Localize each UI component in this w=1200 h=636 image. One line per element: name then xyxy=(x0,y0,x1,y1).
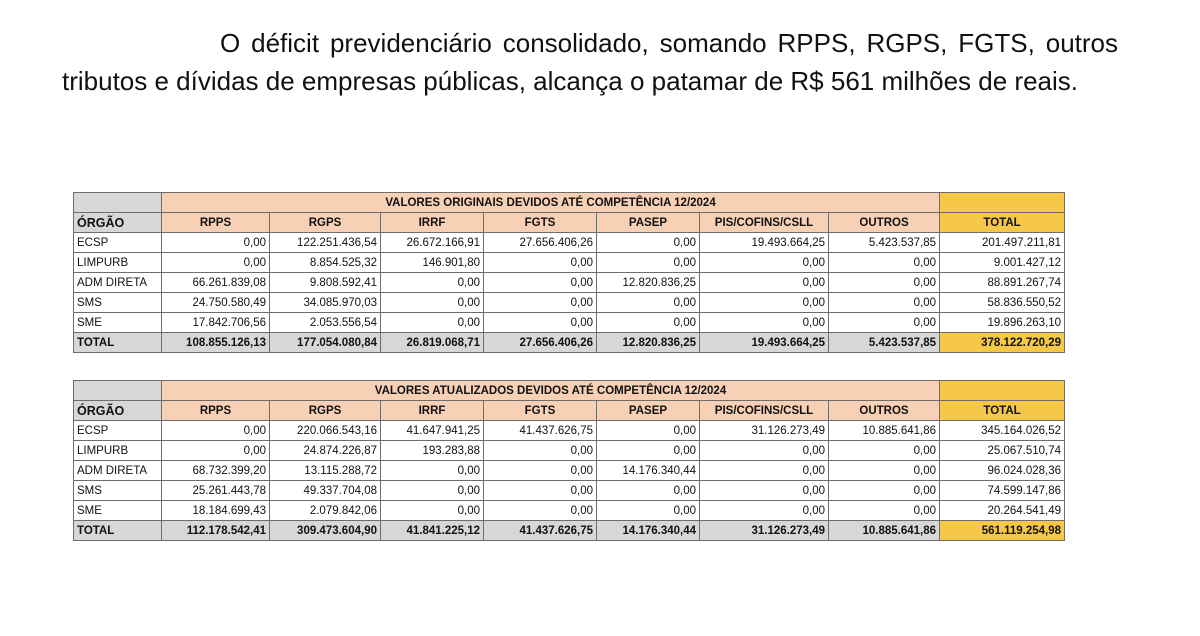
table-cell: 5.423.537,85 xyxy=(829,233,940,253)
table-cell: 0,00 xyxy=(381,313,484,333)
table-cell: 0,00 xyxy=(484,481,597,501)
table-cell: 0,00 xyxy=(162,253,270,273)
table-cell: 24.874.226,87 xyxy=(270,441,381,461)
blank-cell xyxy=(940,193,1065,213)
column-header: FGTS xyxy=(484,401,597,421)
table-cell: 25.067.510,74 xyxy=(940,441,1065,461)
table-row xyxy=(74,421,1065,441)
table-cell: 49.337.704,08 xyxy=(270,481,381,501)
table-cell: 0,00 xyxy=(381,293,484,313)
table-cell: 0,00 xyxy=(484,501,597,521)
row-label: SME xyxy=(74,313,162,333)
row-label: ECSP xyxy=(74,233,162,253)
table-cell: 68.732.399,20 xyxy=(162,461,270,481)
row-label: SME xyxy=(74,501,162,521)
table-cell: 0,00 xyxy=(484,293,597,313)
total-cell: 10.885.641,86 xyxy=(829,521,940,541)
table-cell: 24.750.580,49 xyxy=(162,293,270,313)
table-cell: 0,00 xyxy=(484,461,597,481)
table-row xyxy=(74,253,1065,273)
table-cell: 122.251.436,54 xyxy=(270,233,381,253)
table-row xyxy=(74,481,1065,501)
table-cell: 9.001.427,12 xyxy=(940,253,1065,273)
total-cell: 309.473.604,90 xyxy=(270,521,381,541)
total-cell: 26.819.068,71 xyxy=(381,333,484,353)
table-cell: 0,00 xyxy=(829,273,940,293)
total-cell: 14.176.340,44 xyxy=(597,521,700,541)
table-cell: 0,00 xyxy=(700,313,829,333)
table-cell: 0,00 xyxy=(829,481,940,501)
total-label: TOTAL xyxy=(74,333,162,353)
table-cell: 66.261.839,08 xyxy=(162,273,270,293)
table-cell: 58.836.550,52 xyxy=(940,293,1065,313)
column-header: RPPS xyxy=(162,401,270,421)
column-header: PASEP xyxy=(597,401,700,421)
table-row xyxy=(74,501,1065,521)
table-cell: 0,00 xyxy=(829,293,940,313)
table-title-row xyxy=(74,381,1065,401)
table-cell: 0,00 xyxy=(484,253,597,273)
row-label: SMS xyxy=(74,293,162,313)
table-cell: 0,00 xyxy=(829,253,940,273)
total-cell: 12.820.836,25 xyxy=(597,333,700,353)
column-header: FGTS xyxy=(484,213,597,233)
table-cell: 0,00 xyxy=(700,441,829,461)
table-cell: 0,00 xyxy=(484,441,597,461)
column-header: IRRF xyxy=(381,213,484,233)
blank-cell xyxy=(74,193,162,213)
table-cell: 0,00 xyxy=(484,313,597,333)
paragraph-text: O déficit previdenciário consolidado, somando RPPS, RGPS, FGTS, outros tributos e dívidas de empresas públicas, alcança o patamar de R$ 561 milhões de reais. xyxy=(62,28,1118,96)
table-cell: 220.066.543,16 xyxy=(270,421,381,441)
table-cell: 0,00 xyxy=(700,273,829,293)
table-cell: 0,00 xyxy=(597,441,700,461)
table-cell: 0,00 xyxy=(381,501,484,521)
table-cell: 10.885.641,86 xyxy=(829,421,940,441)
column-header: RGPS xyxy=(270,213,381,233)
table-row xyxy=(74,233,1065,253)
table-cell: 193.283,88 xyxy=(381,441,484,461)
column-header: ÓRGÃO xyxy=(74,401,162,421)
table-row xyxy=(74,273,1065,293)
row-label: SMS xyxy=(74,481,162,501)
column-header: ÓRGÃO xyxy=(74,213,162,233)
total-cell: 108.855.126,13 xyxy=(162,333,270,353)
table-row xyxy=(74,313,1065,333)
table-header-row xyxy=(74,213,1065,233)
table-cell: 345.164.026,52 xyxy=(940,421,1065,441)
total-label: TOTAL xyxy=(74,521,162,541)
table-cell: 27.656.406,26 xyxy=(484,233,597,253)
table-cell: 96.024.028,36 xyxy=(940,461,1065,481)
table-cell: 20.264.541,49 xyxy=(940,501,1065,521)
row-label: ADM DIRETA xyxy=(74,273,162,293)
table-cell: 18.184.699,43 xyxy=(162,501,270,521)
total-cell: 27.656.406,26 xyxy=(484,333,597,353)
updated-values-table xyxy=(73,380,1065,541)
summary-paragraph xyxy=(62,24,1118,100)
table-row xyxy=(74,461,1065,481)
table-header-row xyxy=(74,401,1065,421)
blank-cell xyxy=(74,381,162,401)
table-cell: 2.053.556,54 xyxy=(270,313,381,333)
total-cell: 112.178.542,41 xyxy=(162,521,270,541)
total-row xyxy=(74,521,1065,541)
column-header: OUTROS xyxy=(829,213,940,233)
row-label: ADM DIRETA xyxy=(74,461,162,481)
table-cell: 17.842.706,56 xyxy=(162,313,270,333)
column-header: IRRF xyxy=(381,401,484,421)
table-cell: 19.896.263,10 xyxy=(940,313,1065,333)
total-row xyxy=(74,333,1065,353)
table-cell: 0,00 xyxy=(597,501,700,521)
table-cell: 0,00 xyxy=(484,273,597,293)
table-cell: 0,00 xyxy=(700,253,829,273)
row-label: LIMPURB xyxy=(74,253,162,273)
column-header: PIS/COFINS/CSLL xyxy=(700,213,829,233)
table-cell: 0,00 xyxy=(829,501,940,521)
table-cell: 0,00 xyxy=(597,253,700,273)
table-cell: 9.808.592,41 xyxy=(270,273,381,293)
table-cell: 41.437.626,75 xyxy=(484,421,597,441)
original-values-table xyxy=(73,192,1065,353)
table-cell: 0,00 xyxy=(597,481,700,501)
table-cell: 0,00 xyxy=(597,421,700,441)
blank-cell xyxy=(940,381,1065,401)
table-cell: 201.497.211,81 xyxy=(940,233,1065,253)
table-cell: 0,00 xyxy=(162,441,270,461)
table-cell: 19.493.664,25 xyxy=(700,233,829,253)
table-cell: 0,00 xyxy=(381,481,484,501)
table-title: VALORES ATUALIZADOS DEVIDOS ATÉ COMPETÊNCIA 12/2024 xyxy=(162,381,940,401)
table-cell: 0,00 xyxy=(700,461,829,481)
table-cell: 0,00 xyxy=(597,293,700,313)
column-header: OUTROS xyxy=(829,401,940,421)
table-row xyxy=(74,293,1065,313)
table-cell: 88.891.267,74 xyxy=(940,273,1065,293)
table-row xyxy=(74,441,1065,461)
table-cell: 0,00 xyxy=(700,481,829,501)
column-header: PASEP xyxy=(597,213,700,233)
table-cell: 0,00 xyxy=(597,313,700,333)
table-cell: 0,00 xyxy=(700,293,829,313)
table-cell: 12.820.836,25 xyxy=(597,273,700,293)
table-cell: 146.901,80 xyxy=(381,253,484,273)
table-cell: 13.115.288,72 xyxy=(270,461,381,481)
table-cell: 0,00 xyxy=(829,313,940,333)
table-cell: 74.599.147,86 xyxy=(940,481,1065,501)
table-cell: 26.672.166,91 xyxy=(381,233,484,253)
column-header: RGPS xyxy=(270,401,381,421)
table-cell: 31.126.273,49 xyxy=(700,421,829,441)
total-cell: 41.841.225,12 xyxy=(381,521,484,541)
column-header: TOTAL xyxy=(940,401,1065,421)
table-title-row xyxy=(74,193,1065,213)
table-cell: 0,00 xyxy=(162,233,270,253)
total-cell: 378.122.720,29 xyxy=(940,333,1065,353)
total-cell: 41.437.626,75 xyxy=(484,521,597,541)
column-header: TOTAL xyxy=(940,213,1065,233)
table-cell: 8.854.525,32 xyxy=(270,253,381,273)
total-cell: 31.126.273,49 xyxy=(700,521,829,541)
table-cell: 0,00 xyxy=(162,421,270,441)
table-cell: 14.176.340,44 xyxy=(597,461,700,481)
total-cell: 177.054.080,84 xyxy=(270,333,381,353)
table-cell: 0,00 xyxy=(829,441,940,461)
table-cell: 0,00 xyxy=(381,273,484,293)
table-cell: 41.647.941,25 xyxy=(381,421,484,441)
table-cell: 0,00 xyxy=(381,461,484,481)
table-cell: 0,00 xyxy=(597,233,700,253)
row-label: ECSP xyxy=(74,421,162,441)
table-cell: 34.085.970,03 xyxy=(270,293,381,313)
column-header: PIS/COFINS/CSLL xyxy=(700,401,829,421)
total-cell: 5.423.537,85 xyxy=(829,333,940,353)
column-header: RPPS xyxy=(162,213,270,233)
total-cell: 19.493.664,25 xyxy=(700,333,829,353)
table-cell: 25.261.443,78 xyxy=(162,481,270,501)
table-cell: 0,00 xyxy=(829,461,940,481)
total-cell: 561.119.254,98 xyxy=(940,521,1065,541)
table-title: VALORES ORIGINAIS DEVIDOS ATÉ COMPETÊNCIA 12/2024 xyxy=(162,193,940,213)
table-cell: 0,00 xyxy=(700,501,829,521)
row-label: LIMPURB xyxy=(74,441,162,461)
table-cell: 2.079.842,06 xyxy=(270,501,381,521)
